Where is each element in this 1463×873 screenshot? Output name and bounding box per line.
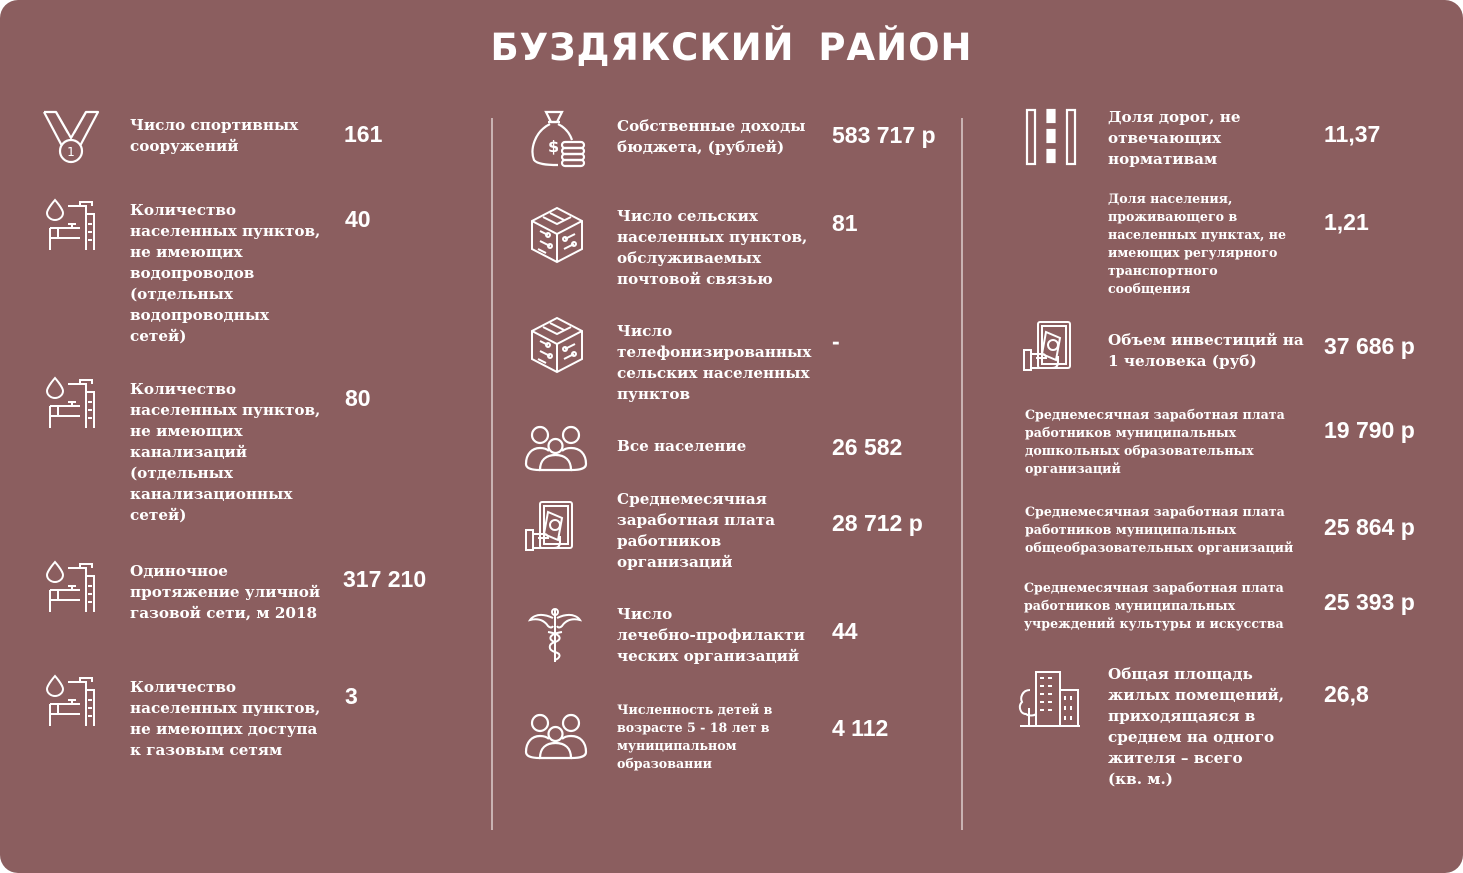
living-area-label: Общая площадь жилых помещений, приходящаяся в среднем на одного жителя – всего (кв. м.) <box>1108 665 1285 788</box>
school-salary-value: 25 864 р <box>1324 514 1415 540</box>
budget-income-label: Собственные доходы бюджета, (рублей) <box>617 117 806 156</box>
no-sewerage-label: Количество населенных пунктов, не имеющих канализаций (отдельных канализационных сетей) <box>130 380 321 524</box>
roads-share-value: 11,37 <box>1324 121 1381 147</box>
sports-facilities-value: 161 <box>344 121 383 147</box>
no-transport-share-label: Доля населения, проживающего в населенных пунктах, не имеющих регулярного транспортного сообщения <box>1108 191 1286 296</box>
gas-network-length-label: Одиночное протяжение уличной газовой сети, м 2018 <box>130 562 321 622</box>
svg-text:1: 1 <box>67 145 75 159</box>
investment-per-capita-label: Объем инвестиций на 1 человека (руб) <box>1108 331 1304 370</box>
no-sewerage-value: 80 <box>345 385 371 411</box>
no-water-supply-label: Количество населенных пунктов, не имеющих водопроводов (отдельных водопроводных сетей) <box>130 201 321 345</box>
medical-orgs-label: Число лечебно-профилакти ческих организаций <box>617 605 805 665</box>
population-value: 26 582 <box>832 434 903 460</box>
no-gas-access-value: 3 <box>345 683 358 709</box>
column-divider <box>491 118 493 830</box>
road-icon <box>1025 108 1077 166</box>
buildings-tree-icon <box>1018 668 1080 728</box>
avg-salary-value: 28 712 р <box>832 510 923 536</box>
postal-settlements-label: Число сельских населенных пунктов, обслуживаемых почтовой связью <box>617 207 808 288</box>
sports-facilities-label: Число спортивных сооружений <box>130 116 299 155</box>
preschool-salary-label: Среднемесячная заработная плата работников муниципальных дошкольных образовательных организаций <box>1025 407 1285 476</box>
population-label: Все население <box>617 437 747 455</box>
avg-salary-label: Среднемесячная заработная плата работников организаций <box>617 490 776 571</box>
roads-share-label: Доля дорог, не отвечающих нормативам <box>1108 108 1241 168</box>
gas-pipe-icon <box>44 560 100 614</box>
children-count-value: 4 112 <box>832 715 889 741</box>
salary-hand-icon <box>1022 320 1074 372</box>
water-pipe-icon <box>44 376 100 430</box>
no-gas-access-label: Количество населенных пунктов, не имеющих доступа к газовым сетям <box>130 678 321 759</box>
no-water-supply-value: 40 <box>345 206 371 232</box>
investment-per-capita-value: 37 686 р <box>1324 333 1415 359</box>
network-cube-icon <box>528 315 586 375</box>
money-bag-icon <box>528 108 588 168</box>
living-area-value: 26,8 <box>1324 681 1369 707</box>
medal-icon <box>40 108 102 166</box>
medical-orgs-value: 44 <box>832 618 858 644</box>
preschool-salary-value: 19 790 р <box>1324 417 1415 443</box>
culture-salary-value: 25 393 р <box>1324 589 1415 615</box>
salary-hand-icon <box>524 500 576 552</box>
gas-network-length-value: 317 210 <box>343 566 427 592</box>
children-count-label: Численность детей в возрасте 5 - 18 лет в муниципальном образовании <box>617 702 773 771</box>
school-salary-label: Среднемесячная заработная плата работников муниципальных общеобразовательных организаций <box>1025 504 1294 555</box>
budget-income-value: 583 717 р <box>832 122 936 148</box>
people-icon <box>524 424 588 472</box>
gas-pipe-icon <box>44 674 100 728</box>
culture-salary-label: Среднемесячная заработная плата работников муниципальных учреждений культуры и искусства <box>1024 580 1284 631</box>
telephone-settlements-value: - <box>832 328 840 354</box>
network-cube-icon <box>528 205 586 265</box>
postal-settlements-value: 81 <box>832 210 858 236</box>
no-transport-share-value: 1,21 <box>1324 209 1369 235</box>
column-divider <box>961 118 963 830</box>
water-pipe-icon <box>44 198 100 252</box>
caduceus-icon <box>526 606 584 664</box>
telephone-settlements-label: Число телефонизированных сельских населенных пунктов <box>617 322 812 403</box>
people-icon <box>524 712 588 760</box>
svg-text:$: $ <box>548 137 560 156</box>
page-title: БУЗДЯКСКИЙ РАЙОН <box>490 26 973 69</box>
